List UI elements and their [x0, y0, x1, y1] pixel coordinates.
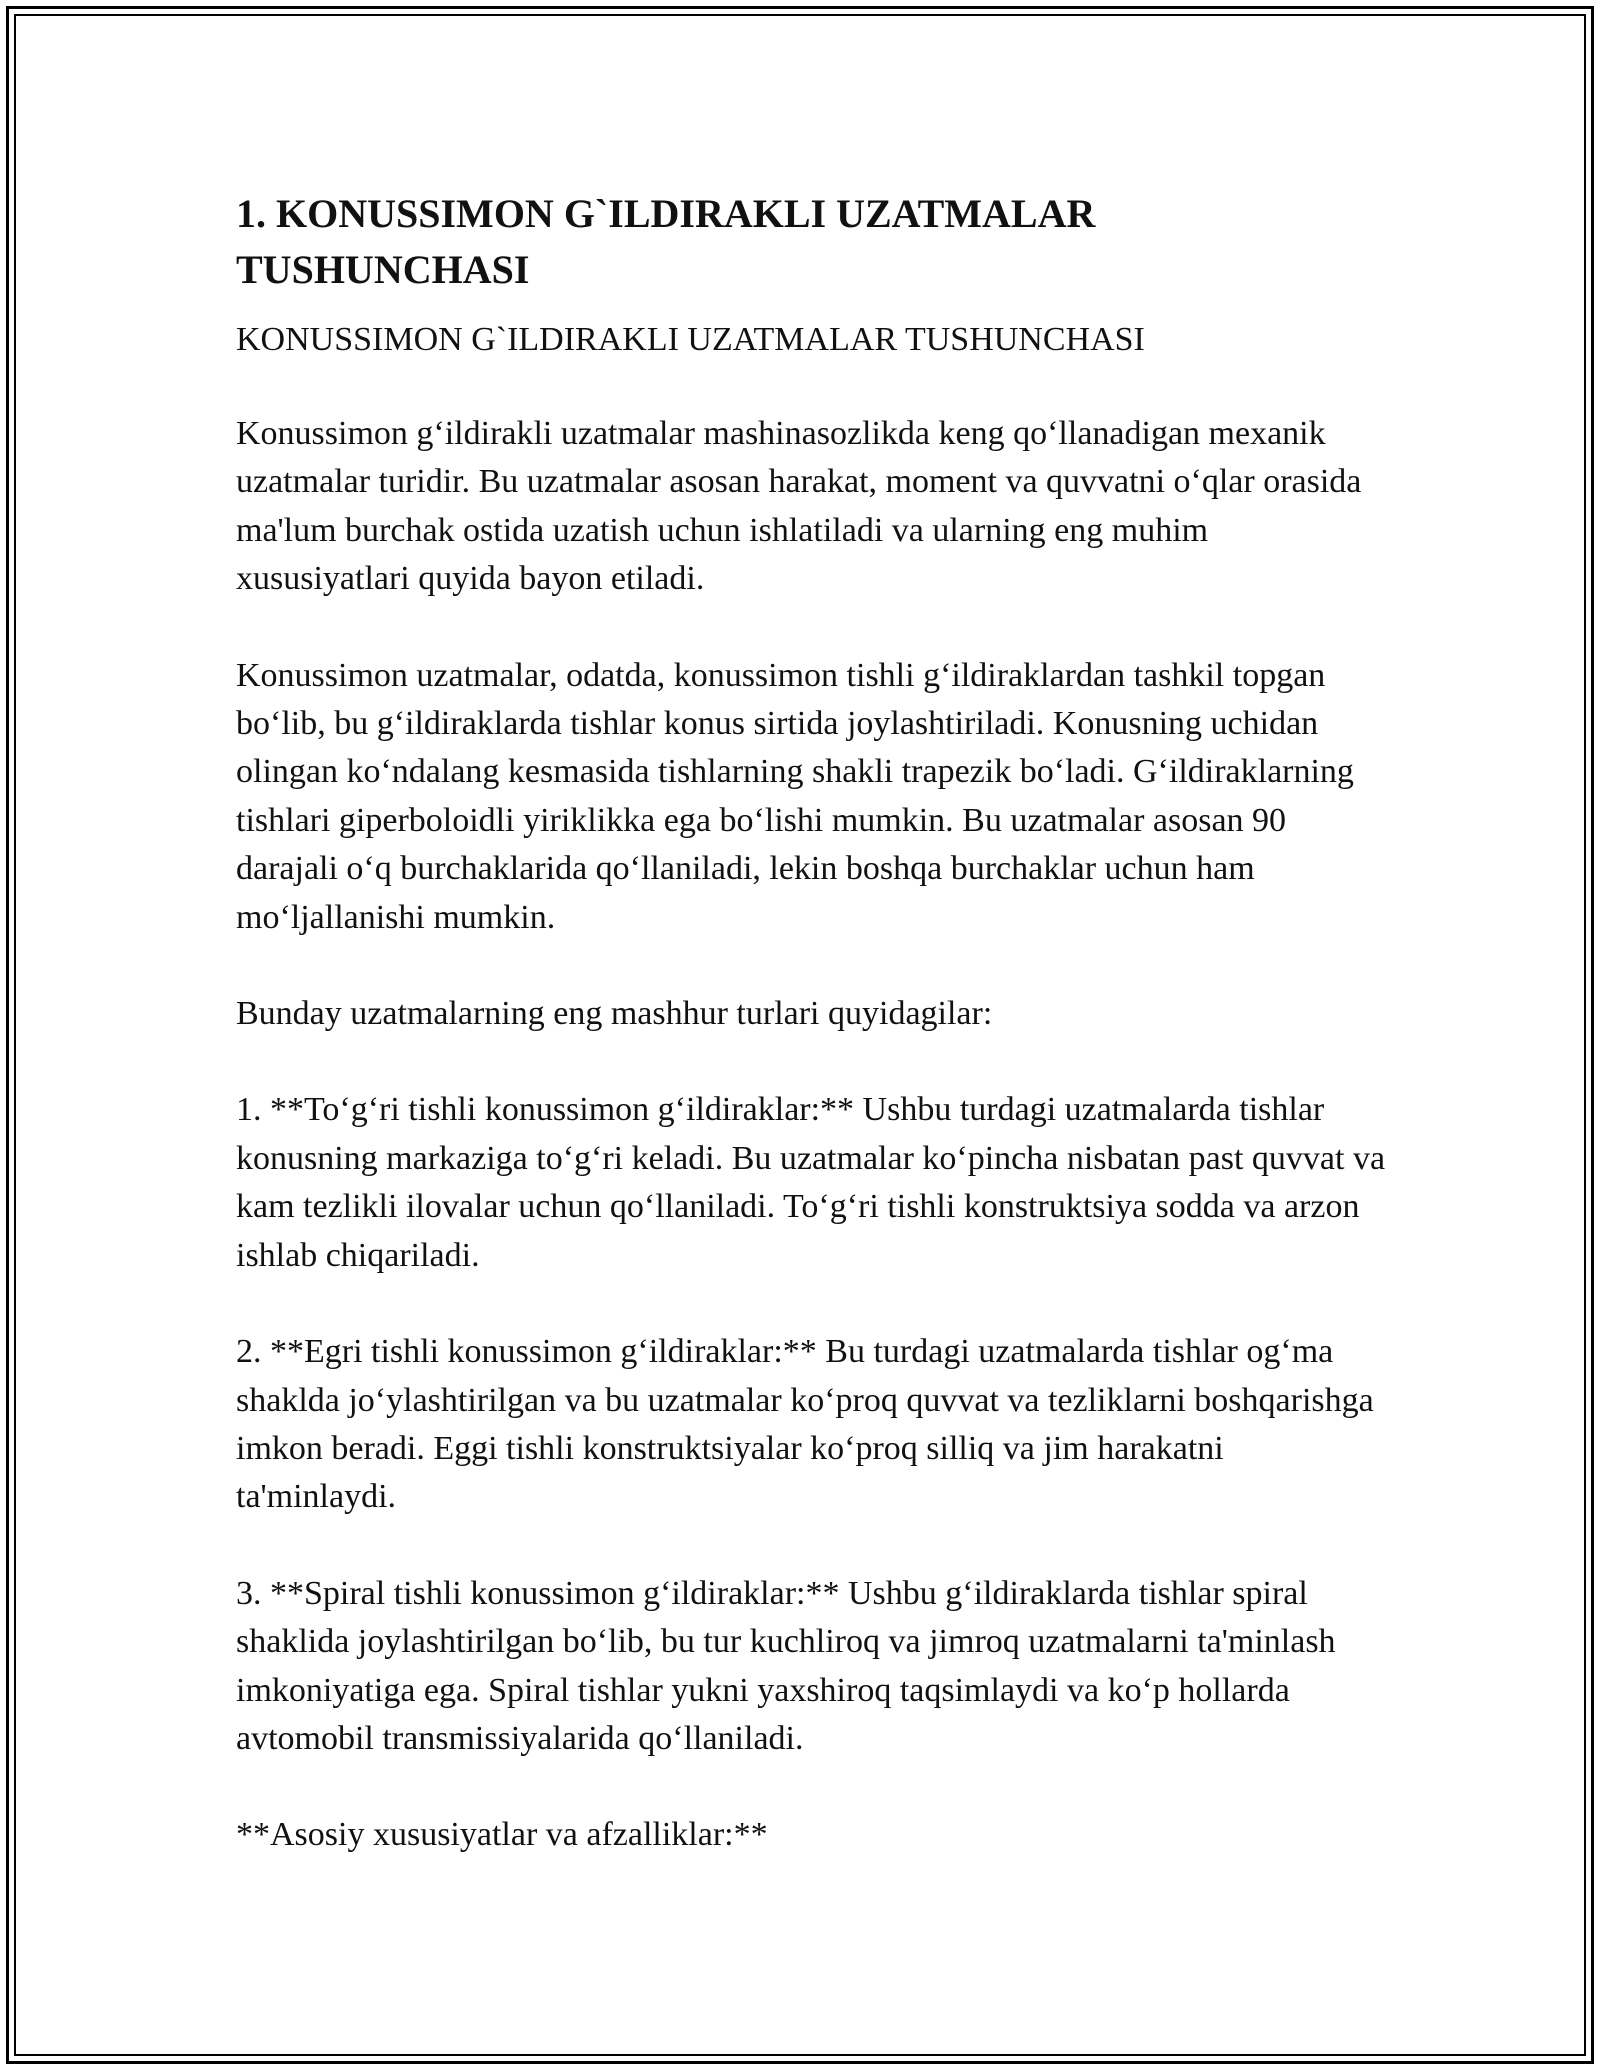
list-item-curved-teeth: 2. **Egri tishli konussimon gʻildiraklar:** Bu turdagi uzatmalarda tishlar ogʻma shaklda joʻylashtirilgan va bu uzatmalar koʻproq quvvat va tezliklarni boshqarishga imkon beradi. Eggi tishli konstruktsiyalar koʻproq silliq va jim harakatni ta'minlaydi.	[236, 1333, 1374, 1516]
document-title: 1. KONUSSIMON G`ILDIRAKLI UZATMALAR TUSHUNCHASI	[236, 191, 1096, 292]
section-heading-features: **Asosiy xususiyatlar va afzalliklar:**	[236, 1816, 768, 1854]
paragraph-types-intro: Bunday uzatmalarning eng mashhur turlari quyidagilar:	[236, 995, 993, 1033]
paragraph-description: Konussimon uzatmalar, odatda, konussimon tishli gʻildiraklardan tashkil topgan boʻlib, bu gʻildiraklarda tishlar konus sirtida joylashtiriladi. Konusning uchidan olingan koʻndalang kesmasida tishlarning shakli trapezik boʻladi. Gʻildiraklarning tishlari giperboloidli yiriklikka ega boʻlishi mumkin. Bu uzatmalar asosan 90 darajali oʻq burchaklarida qoʻllaniladi, lekin boshqa burchaklar uchun ham moʻljallanishi mumkin.	[236, 656, 1354, 936]
document-subtitle: KONUSSIMON G`ILDIRAKLI UZATMALAR TUSHUNCHASI	[236, 321, 1145, 358]
list-item-straight-teeth: 1. **Toʻgʻri tishli konussimon gʻildiraklar:** Ushbu turdagi uzatmalarda tishlar konusning markaziga toʻgʻri keladi. Bu uzatmalar koʻpincha nisbatan past quvvat va kam tezlikli ilovalar uchun qoʻllaniladi. Toʻgʻri tishli konstruktsiya sodda va arzon ishlab chiqariladi.	[236, 1091, 1386, 1274]
paragraph-intro: Konussimon gʻildirakli uzatmalar mashinasozlikda keng qoʻllanadigan mexanik uzatmalar turidir. Bu uzatmalar asosan harakat, moment va quvvatni oʻqlar orasida ma'lum burchak ostida uzatish uchun ishlatiladi va ularning eng muhim xususiyatlari quyida bayon etiladi.	[236, 415, 1362, 598]
list-item-spiral-teeth: 3. **Spiral tishli konussimon gʻildiraklar:** Ushbu gʻildiraklarda tishlar spiral shaklida joylashtirilgan boʻlib, bu tur kuchliroq va jimroq uzatmalarni ta'minlash imkoniyatiga ega. Spiral tishlar yukni yaxshiroq taqsimlaydi va koʻp hollarda avtomobil transmissiyalarida qoʻllaniladi.	[236, 1574, 1336, 1757]
document-body	[236, 186, 1386, 1908]
